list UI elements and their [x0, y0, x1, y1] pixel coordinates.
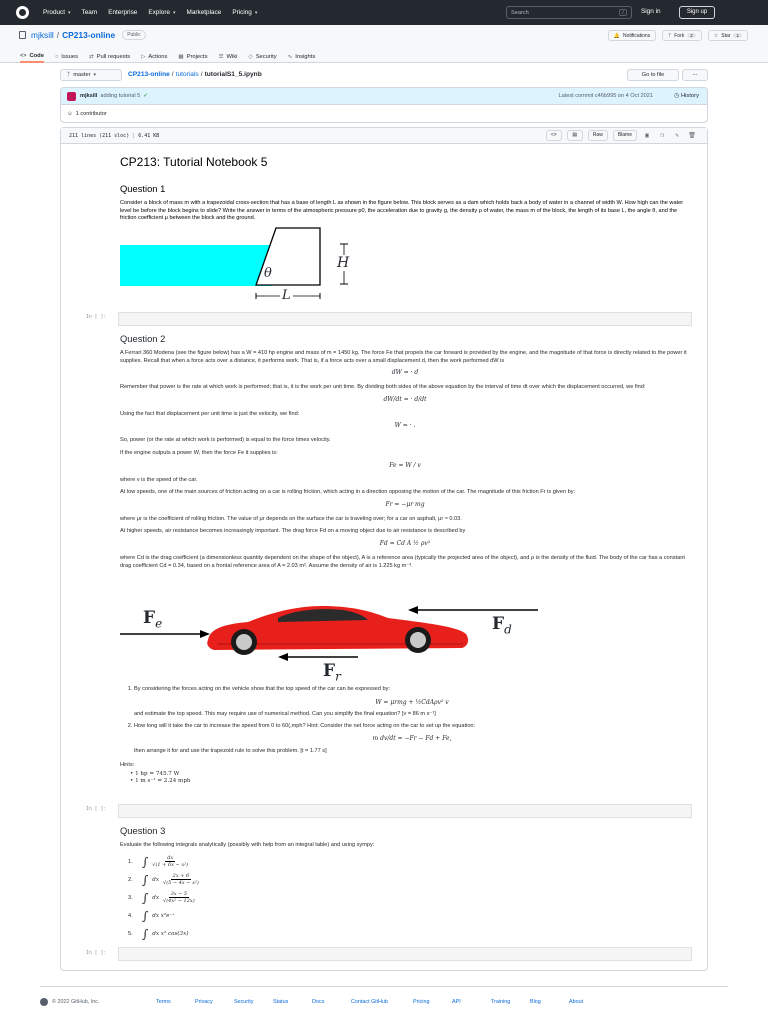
fork-button[interactable] [662, 30, 702, 41]
question-2-heading: Question 2 [120, 333, 166, 344]
q2-equation-5: Fr = −μr mg [385, 500, 425, 508]
q2-paragraph-1: A Ferrari 360 Modena (see the figure below) has a W = 410 hp engine and mass of m = 1450 kg. The force Fe that propels the car forward is provided by the engine, and the magnitude of that force is directly related to the power it supplies. Recall that when a force acts over a distance, it performs work. That is, if a force acts over a small displacement d, then the work performed dW is [120, 350, 687, 364]
code-view-icon[interactable]: <> [546, 130, 562, 141]
integral-prefix: dx [152, 894, 160, 901]
q2-paragraph-6: where v is the speed of the car. [120, 476, 198, 483]
notifications-label: Notifications [622, 32, 651, 39]
bell-icon: 🔔 [613, 32, 620, 39]
wiki-icon: ☰ [218, 53, 224, 60]
star-icon: ☆ [713, 32, 719, 39]
trash-icon[interactable]: 🗑 [688, 132, 696, 139]
tab-label: Insights [295, 53, 316, 60]
github-logo-icon[interactable] [40, 998, 48, 1006]
integral-fraction [163, 891, 195, 904]
list-item: • 1 hp = 745.7 W [130, 771, 690, 779]
tab-label: Security [255, 53, 277, 60]
breadcrumb-file: tutorialS1_5.ipynb [204, 71, 262, 78]
chevron-down-icon: ▾ [68, 9, 71, 16]
integral-fraction [152, 855, 188, 868]
footer-link-blog[interactable]: Blog [530, 999, 541, 1005]
file-info-divider: | [132, 132, 136, 139]
star-label: Star [721, 32, 731, 39]
file-tools [546, 130, 697, 141]
github-logo-icon[interactable] [16, 6, 29, 19]
projects-icon: ▦ [178, 53, 184, 60]
fraction-numerator: dx [167, 855, 174, 862]
pencil-icon[interactable]: ✎ [675, 132, 679, 139]
force-drag-subscript: d [504, 622, 512, 637]
actions-icon: ▷ [141, 53, 146, 60]
repo-icon [19, 31, 26, 39]
integral-number: 5. [128, 930, 133, 937]
question-1-heading: Question 1 [120, 183, 166, 194]
tab-projects[interactable] [178, 50, 207, 63]
breadcrumb [128, 71, 262, 78]
q2-paragraph-3: Using the fact that displacement per unit time is just the velocity, we find: [120, 410, 300, 417]
commit-row [61, 88, 707, 105]
question-3-heading: Question 3 [120, 825, 166, 836]
integral-fraction [163, 873, 199, 886]
footer-link-training[interactable]: Training [491, 999, 511, 1005]
q2-item-2-text: How long will it take the car to increase the speed from 0 to 60(,mph? Hint: Consider the net force acting on the car to set up the equation: [134, 722, 476, 729]
q2-equation-6: Fd = Cd A ½ ρv² [379, 539, 431, 547]
cell-prompt: In [ ]: [86, 807, 107, 812]
q2-paragraph-9: At higher speeds, air resistance becomes increasingly important. The drag force Fd on a moving object due to air resistance is described by [120, 528, 466, 535]
footer-links [156, 999, 608, 1005]
search-input[interactable] [506, 6, 632, 19]
chevron-down-icon: ▾ [254, 9, 258, 16]
list-item [128, 889, 690, 907]
hints-list [120, 771, 690, 786]
integral-number: 3. [128, 894, 133, 901]
footer [40, 986, 728, 1006]
red-car-icon [207, 606, 468, 655]
shield-icon: ◇ [248, 53, 253, 60]
dam-block-figure [240, 224, 350, 304]
fork-label: Fork [674, 32, 685, 39]
chevron-down-icon: ▾ [93, 72, 96, 78]
q2-item-1-text: By considering the forces acting on the vehicle show that the top speed of the car can be expressed by: [134, 686, 390, 692]
code-icon: <> [20, 52, 27, 59]
nav-link-team[interactable] [82, 9, 98, 16]
list-item [134, 723, 690, 756]
q2-items [120, 686, 690, 756]
raw-button[interactable]: Raw [588, 130, 608, 141]
integral-sign-icon: ∫ [142, 854, 149, 869]
nav-link-label: Explore [148, 9, 170, 16]
tab-issues[interactable] [55, 50, 78, 63]
list-item [128, 925, 690, 943]
sign-in-link[interactable]: Sign in [641, 8, 661, 15]
force-engine-letter: F [143, 608, 156, 628]
q2-equation-2: dW/dt = · d/dt [383, 395, 427, 403]
q2-task-list [120, 686, 690, 786]
tab-label: Code [29, 52, 44, 59]
hints-title: Hints: [120, 761, 135, 768]
contributors-count: 1 contributor [75, 111, 107, 117]
breadcrumb-dir[interactable]: tutorials [175, 71, 199, 78]
graph-icon: ∿ [287, 53, 293, 60]
theta-label: θ [264, 266, 272, 281]
pull-request-icon: ⇄ [89, 53, 94, 60]
tab-code[interactable] [20, 50, 44, 63]
q2-paragraph-4: So, power (or the rate at which work is performed) is equal to the force times velocity. [120, 437, 331, 444]
integral-prefix: dx x² cos(3x) [152, 930, 189, 937]
length-label: L [282, 288, 291, 303]
search-placeholder: Search [511, 10, 529, 16]
repo-title-separator: / [56, 30, 60, 40]
nav-link-label: Product [43, 9, 66, 16]
force-drag-label [492, 614, 512, 636]
nav-link-label: Team [81, 9, 98, 16]
breadcrumb-separator: / [200, 71, 203, 78]
repo-owner-link[interactable]: mjksill [31, 30, 54, 40]
integral-number: 2. [128, 876, 133, 883]
fraction-numerator: 2x + 6 [172, 873, 190, 880]
breadcrumb-separator: / [171, 71, 174, 78]
preview-view-icon[interactable]: ▤ [567, 130, 583, 141]
list-item [128, 871, 690, 889]
commit-meta[interactable]: Latest commit c46b995 on 4 Oct 2021 [558, 93, 653, 99]
branch-name: master [73, 72, 91, 78]
cell-prompt: In [ ]: [86, 315, 107, 320]
sign-up-button[interactable]: Sign up [679, 6, 715, 19]
tab-insights[interactable] [288, 50, 316, 63]
history-label: History [680, 93, 699, 99]
repo-header [0, 25, 768, 63]
go-to-file-button[interactable]: Go to file [627, 69, 679, 81]
visibility-badge: Public [122, 30, 146, 40]
nav-link-enterprise[interactable] [108, 9, 137, 16]
contributors-row[interactable] [61, 105, 707, 123]
history-link[interactable]: ◷ History [674, 93, 699, 99]
file-header [61, 128, 707, 144]
fork-count: 2 [687, 33, 696, 38]
question-1-text: Consider a block of mass m with a trapezoidal cross-section that has a base of length L as shown in the figure below. This block serves as a dam which holds back a body of water in a channel of width W. How high can the water level be before the block begins to slide? Write the answer in terms of the atmospheric pressure p0, the acceleration due to gravity g, the density ρ of water, the mass m of the block, the length of its base L, the angle θ, and the friction coefficient μ between the block and the ground. [120, 200, 684, 222]
people-icon: ☺ [67, 111, 73, 117]
commit-message[interactable]: adding tutorial 5 [100, 93, 141, 99]
notebook-title: CP213: Tutorial Notebook 5 [120, 155, 268, 169]
nav-link-explore[interactable] [148, 9, 175, 16]
fraction-denominator: √(4x² − 12x) [163, 898, 195, 905]
repo-name-link[interactable]: CP213-online [62, 30, 116, 40]
q2-paragraph-7: At low speeds, one of the main sources of friction acting on a car is rolling friction, which acting in a direction opposing the motion of the car. The magnitude of this friction Fr is given by: [120, 489, 576, 496]
integral-sign-icon: ∫ [142, 890, 149, 905]
commit-author[interactable]: mjksill [80, 93, 98, 99]
code-cell[interactable] [118, 804, 692, 818]
chevron-down-icon: ▾ [173, 9, 176, 16]
q2-paragraph-5: If the engine outputs a power W, then the force Fe it supplies is: [120, 449, 278, 456]
notifications-button[interactable] [608, 30, 656, 41]
slash-shortcut-icon: / [619, 9, 627, 16]
q2-item-1-equation: W = μrmg + ½CdAρv² v [375, 698, 449, 706]
footer-link-about[interactable]: About [569, 999, 584, 1005]
q2-equation-1: dW = · d [391, 369, 419, 377]
q2-item-2-after: then arrange it for and use the trapezoid rule to solve this problem. [t = 1.77 s] [134, 747, 327, 754]
force-engine-label [143, 608, 162, 630]
footer-link-contact-github[interactable]: Contact GitHub [351, 999, 388, 1005]
integral-number: 1. [128, 858, 133, 865]
latest-commit-box [60, 87, 708, 123]
footer-link-privacy[interactable]: Privacy [195, 999, 213, 1005]
fraction-denominator: √(5 − 4x − x²) [163, 880, 199, 887]
fork-icon: ᛉ [668, 32, 672, 39]
footer-link-terms[interactable]: Terms [156, 999, 171, 1005]
tab-label: Wiki [226, 53, 238, 60]
code-cell[interactable] [118, 947, 692, 961]
copy-icon[interactable]: ❐ [660, 132, 664, 139]
repo-tabs [20, 50, 315, 63]
force-rolling-label [323, 661, 341, 683]
blame-button[interactable]: Blame [613, 130, 637, 141]
integrals-list [120, 853, 690, 943]
q2-paragraph-8: where μr is the coefficient of rolling friction. The value of μr depends on the surface the car is traveling over; for a car on asphalt, μr ≈ 0.03. [120, 515, 462, 522]
q2-item-1-after: and estimate the top speed. This may require use of numerical method. Can you simplify the final equation? [v = 86 m s⁻¹] [134, 711, 436, 718]
issue-icon: ○ [54, 53, 59, 60]
nav-link-label: Pricing [232, 9, 252, 16]
code-cell[interactable] [118, 312, 692, 326]
cell-prompt: In [ ]: [86, 951, 107, 956]
nav-link-marketplace[interactable] [187, 9, 222, 16]
repo-title [19, 30, 146, 40]
height-label: H [337, 255, 350, 271]
force-drag-letter: F [492, 614, 505, 634]
nav-link-label: Marketplace [186, 9, 222, 16]
breadcrumb-repo[interactable]: CP213-online [128, 71, 170, 78]
nav-link-pricing[interactable] [232, 9, 257, 16]
list-item [128, 853, 690, 871]
fraction-denominator: √(1 + 6x − x²) [152, 862, 189, 869]
q2-paragraph-2: Remember that power is the rate at which work is performed; that is, it is the work per unit time. By dividing both sides of the above equation by the interval of time dt over which the displacement occurred, we find: [120, 384, 646, 391]
tab-pull-requests[interactable] [89, 50, 130, 63]
force-rolling-subscript: r [335, 669, 341, 684]
nav-link-label: Enterprise [108, 9, 138, 16]
star-count: 1 [733, 33, 742, 38]
branch-select-button[interactable] [60, 69, 122, 81]
question-3-text: Evaluate the following integrals analytically (possibly with help from an integral table) and using sympy: [120, 842, 375, 848]
force-rolling-letter: F [323, 661, 336, 681]
integral-prefix: dx [152, 876, 160, 883]
star-button[interactable] [708, 30, 748, 41]
repo-actions [608, 30, 748, 41]
footer-link-pricing[interactable]: Pricing [413, 999, 430, 1005]
integral-prefix: dx x²e⁻ˣ [152, 912, 175, 919]
tab-label: Pull requests [96, 53, 131, 60]
footer-link-security[interactable]: Security [234, 999, 254, 1005]
global-nav [43, 9, 257, 16]
branch-icon: ᛉ [67, 72, 71, 78]
list-item [134, 686, 690, 719]
footer-link-api[interactable]: API [452, 999, 461, 1005]
q2-item-2-equation: m dv/dt = −Fr − Fd + Fe, [372, 735, 452, 743]
tab-security[interactable] [248, 50, 276, 63]
more-options-button[interactable]: ... [682, 69, 708, 81]
tab-label: Issues [61, 53, 79, 60]
q2-equation-4: Fe = W / v [389, 461, 421, 469]
fraction-numerator: 3x − 5 [170, 891, 188, 898]
check-icon[interactable]: ✓ [143, 93, 148, 99]
question-2 [120, 333, 690, 570]
file-line-count: 211 lines (211 sloc) [69, 132, 130, 139]
q2-paragraph-10: where Cd is the drag coefficient (a dimensionless quantity dependent on the shape of the object), A is a reference area (typically the projected area of the object), and ρ is the density of the fluid. The body of the car has a constant drag coefficient Cd = 0.34, based on a frontal reference area of A = 2.03 m². Assume the density of air is 1.225 kg m⁻³. [120, 554, 685, 569]
integral-number: 4. [128, 912, 133, 919]
tab-label: Projects [186, 53, 208, 60]
tab-wiki[interactable] [219, 50, 238, 63]
list-item: • 1 m s⁻¹ = 2.24 mph [130, 778, 690, 786]
footer-link-docs[interactable]: Docs [312, 999, 325, 1005]
file-size: 6.41 KB [138, 132, 160, 139]
notebook [120, 155, 690, 229]
question-3 [120, 825, 690, 943]
desktop-icon[interactable]: ▣ [645, 132, 649, 139]
integral-sign-icon: ∫ [142, 926, 149, 941]
force-engine-subscript: e [155, 616, 163, 631]
q2-equation-3: W = · . [394, 422, 416, 430]
global-header [0, 0, 768, 25]
tab-actions[interactable] [141, 50, 167, 63]
avatar[interactable] [67, 92, 76, 101]
integral-sign-icon: ∫ [142, 872, 149, 887]
integral-sign-icon: ∫ [142, 908, 149, 923]
list-item [128, 907, 690, 925]
tab-label: Actions [148, 53, 168, 60]
footer-link-status[interactable]: Status [273, 999, 289, 1005]
nav-link-product[interactable] [43, 9, 71, 16]
copyright: © 2022 GitHub, Inc. [52, 999, 100, 1005]
